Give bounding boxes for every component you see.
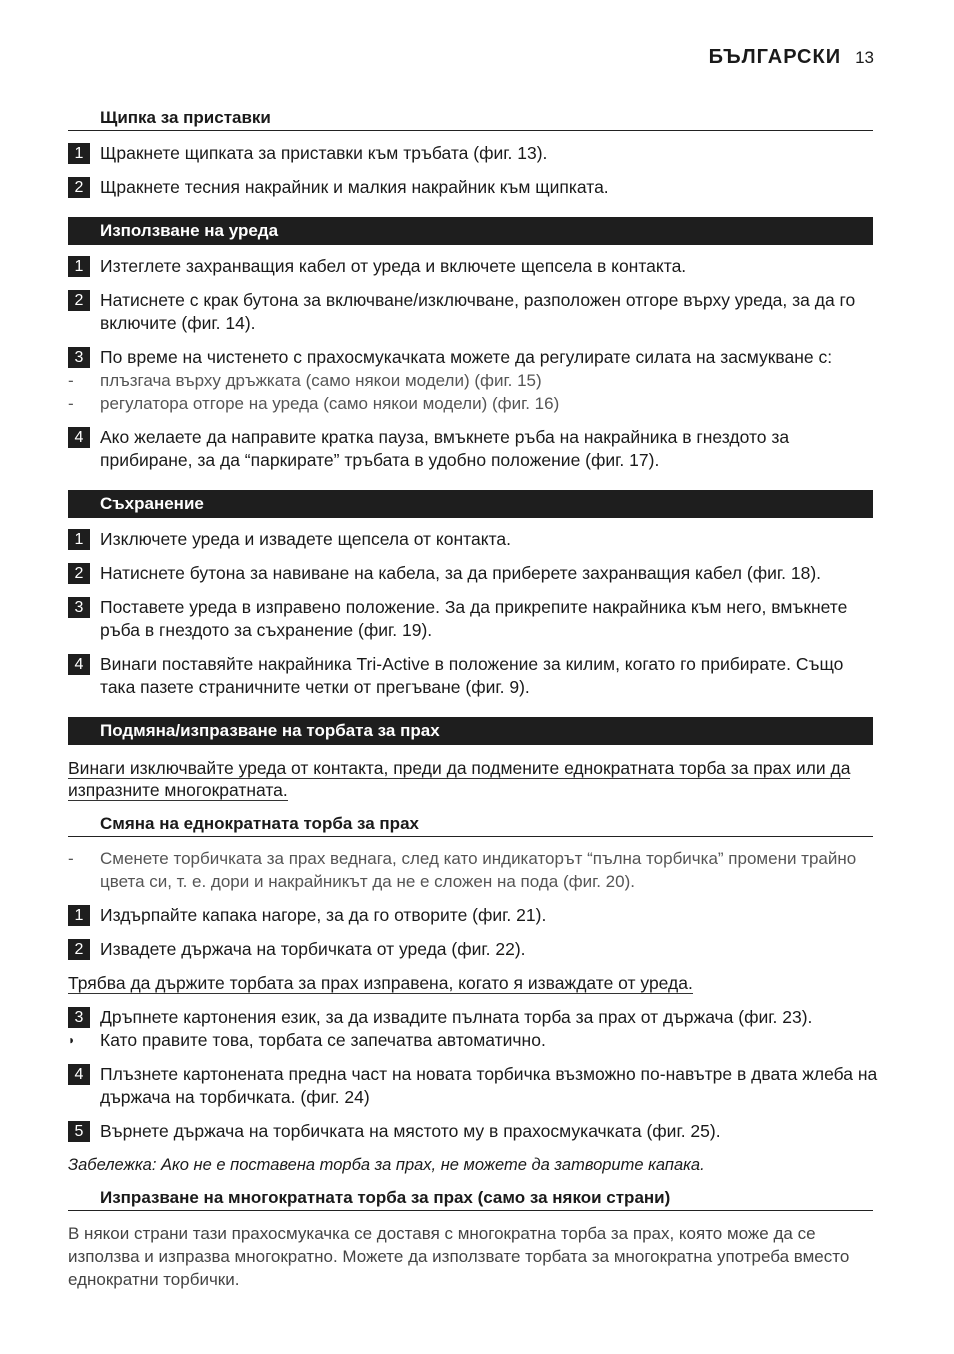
dash-item [68, 369, 878, 392]
step-row [68, 176, 878, 199]
step-number: 2 [68, 290, 90, 311]
step-text: Натиснете бутона за навиване на кабела, за да приберете захранващия кабел (фиг. 18). [100, 563, 822, 583]
step-number: 1 [68, 905, 90, 926]
language-label: БЪЛГАРСКИ [708, 46, 842, 68]
step-text: Плъзнете картонената предна част на новата торбичка възможно по-навътре в двата жлеба на държача на торбичката. (фиг. 24) [100, 1064, 878, 1107]
step-row [68, 562, 878, 585]
dash-marker: - [68, 371, 74, 390]
step-text: Поставете уреда в изправено положение. За да прикрепите накрайника към него, вмъкнете ръба в гнездото за съхранение (фиг. 19). [100, 597, 848, 640]
step-text: Щракнете тесния накрайник и малкия накрайник към щипката. [100, 177, 609, 197]
warning-text [68, 757, 868, 801]
step-row [68, 1063, 878, 1109]
dash-marker: - [68, 849, 74, 868]
step-number: 4 [68, 654, 90, 675]
step-row [68, 596, 878, 642]
page-number: 13 [855, 48, 874, 67]
step-number: 3 [68, 597, 90, 618]
note-text: Забележка: Ако не е поставена торба за прах, не можете да затворите капака. [68, 1156, 705, 1174]
step-number: 3 [68, 1007, 90, 1028]
dash-item [68, 392, 878, 415]
step-text: Ако желаете да направите кратка пауза, вмъкнете ръба на накрайника в гнездото за прибиране, за да “паркирате” тръбата в удобно положение (фиг. 17). [100, 427, 790, 470]
section-heading-clip: Щипка за приставки [68, 107, 873, 131]
step-text: Извадете държача на торбичката от уреда (фиг. 22). [100, 939, 526, 959]
step-text: Изключете уреда и извадете щепсела от контакта. [100, 529, 511, 549]
step-text: Дръпнете картонения език, за да извадите пълната торба за прах от държача (фиг. 23). [100, 1007, 813, 1027]
step-text: Върнете държача на торбичката на мястото му в прахосмукачката (фиг. 25). [100, 1121, 721, 1141]
dash-marker: - [68, 394, 74, 413]
step-text: Натиснете с крак бутона за включване/изключване, разположен отгоре върху уреда, за да го включите (фиг. 14). [100, 290, 856, 333]
dash-text: плъзгача върху дръжката (само някои модели) (фиг. 15) [100, 371, 542, 390]
section-heading-disposable: Смяна на еднократната торба за прах [68, 813, 873, 837]
section-bar-bag: Подмяна/изпразване на торбата за прах [68, 717, 873, 745]
step-row [68, 904, 878, 927]
step-row [68, 346, 878, 369]
step-text: Щракнете щипката за приставки към тръбата (фиг. 13). [100, 143, 548, 163]
step-row [68, 1120, 878, 1143]
section-heading-reusable: Изпразване на многократната торба за прах (само за някои страни) [68, 1187, 873, 1211]
step-number: 4 [68, 1064, 90, 1085]
dash-item [68, 847, 878, 893]
body-paragraph: В някои страни тази прахосмукачка се доставя с многократна торба за прах, която може да се използва и изпразва многократно. Можете да използвате торбата за многократна употреба вместо еднократни торбички. [68, 1224, 850, 1289]
step-row [68, 938, 878, 961]
step-number: 2 [68, 177, 90, 198]
step-number: 1 [68, 143, 90, 164]
step-number: 5 [68, 1121, 90, 1142]
step-number: 4 [68, 427, 90, 448]
result-row [68, 1029, 878, 1052]
step-row [68, 1006, 878, 1029]
dash-text: Сменете торбичката за прах веднага, след като индикаторът “пълна торбичка” промени трайно цвета си, т. е. дори и накрайникът да не е сложен на пода (фиг. 20). [100, 849, 857, 891]
page-header [709, 46, 874, 69]
step-text: Издърпайте капака нагоре, за да го отворите (фиг. 21). [100, 905, 547, 925]
section-bar-use: Използване на уреда [68, 217, 873, 245]
step-row [68, 142, 878, 165]
step-row [68, 653, 878, 699]
step-number: 1 [68, 256, 90, 277]
result-text: Като правите това, торбата се запечатва автоматично. [100, 1030, 546, 1050]
step-row [68, 426, 878, 472]
warning-text [68, 972, 693, 994]
step-text: Изтеглете захранващия кабел от уреда и включете щепсела в контакта. [100, 256, 687, 276]
dash-text: регулатора отгоре на уреда (само някои модели) (фиг. 16) [100, 394, 560, 413]
result-marker: ◗ [68, 1033, 76, 1047]
step-number: 1 [68, 529, 90, 550]
step-number: 3 [68, 347, 90, 368]
warning-underline: Трябва да държите торбата за прах изправена, когато я изваждате от уреда. [68, 973, 693, 993]
step-number: 2 [68, 563, 90, 584]
section-bar-storage: Съхранение [68, 490, 873, 518]
step-text: По време на чистенето с прахосмукачката можете да регулирате силата на засмукване с: [100, 347, 833, 367]
step-number: 2 [68, 939, 90, 960]
step-row [68, 528, 878, 551]
step-row [68, 255, 878, 278]
step-text: Винаги поставяйте накрайника Tri-Active в положение за килим, когато го прибирате. Също така пазете страничните четки от прегъване (фиг. 9). [100, 654, 844, 697]
warning-underline: Винаги изключвайте уреда от контакта, преди да подмените еднократната торба за прах или да изпразните многократната. [68, 758, 851, 800]
step-row [68, 289, 878, 335]
